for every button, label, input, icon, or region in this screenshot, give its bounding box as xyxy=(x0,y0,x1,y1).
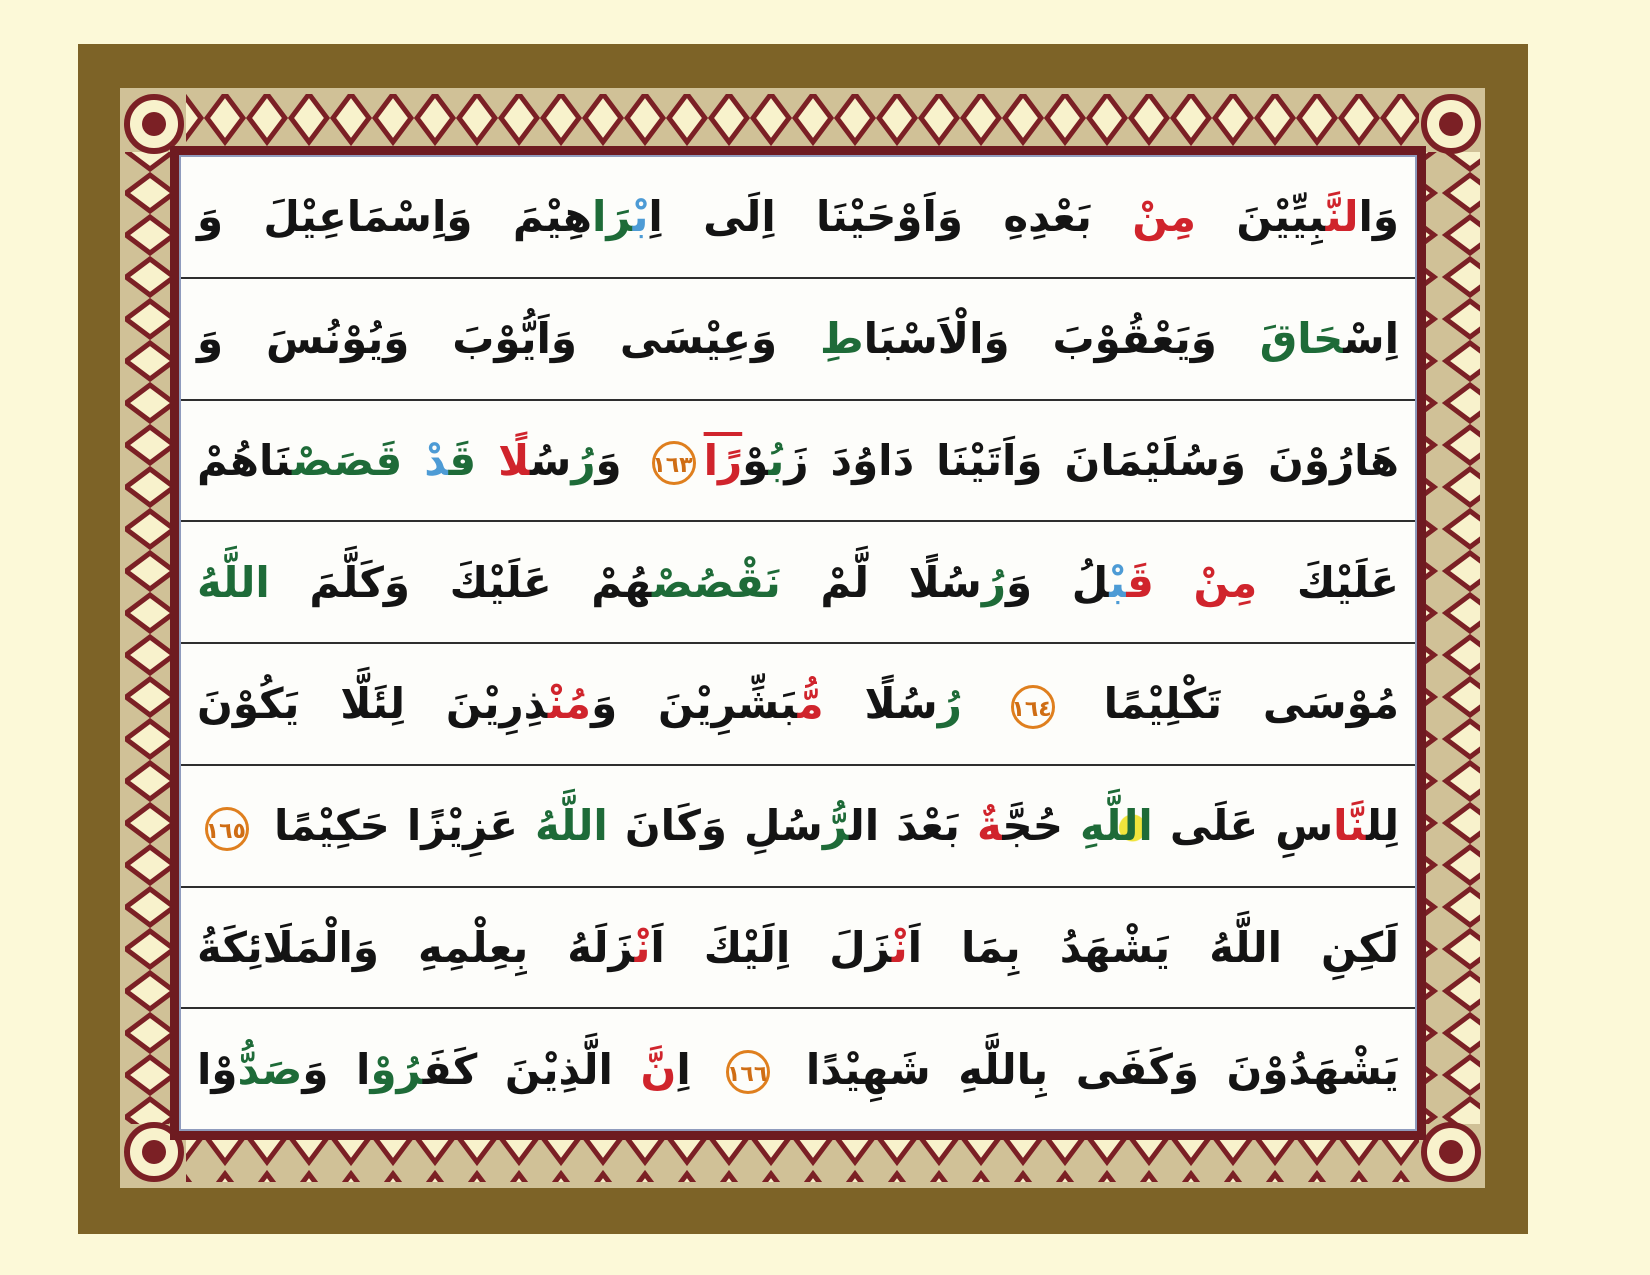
text-segment: قَ xyxy=(448,435,477,485)
text-segment: رَا xyxy=(592,192,633,242)
corner-medallion-icon xyxy=(1424,97,1478,151)
text-segment: سِ عَلَى xyxy=(1152,801,1334,851)
text-segment: نْ xyxy=(634,922,651,972)
text-segment: بَعْدِهِ وَاَوْحَيْنَا اِلَى اِ xyxy=(648,192,1133,242)
text-segment: اللَّهُ xyxy=(197,557,270,607)
text-segment: صَدُّ xyxy=(237,1044,303,1094)
text-segment: نْ xyxy=(891,922,908,972)
text-segment: قَصَصْ xyxy=(291,435,403,485)
text-segment: بْ xyxy=(632,192,649,242)
text-segment: بَشِّرِيْنَ وَ xyxy=(591,679,798,729)
text-segment: سُلًا لَّمْ xyxy=(780,557,982,607)
text-segment: هَارُوْنَ وَسُلَيْمَانَ وَاَتَيْنَا دَاوُدَ زَ xyxy=(784,435,1400,485)
text-segment: مِنْ xyxy=(1132,192,1197,242)
text-segment: رُّ xyxy=(822,801,849,851)
text-segment: وَعِيْسَى وَاَيُّوْبَ وَيُوْنُسَ وَ xyxy=(197,314,820,364)
text-segment: طِ xyxy=(819,314,864,364)
text-segment xyxy=(1154,558,1194,607)
text-segment: هِيْمَ وَاِسْمَاعِيْلَ وَ xyxy=(197,192,593,242)
text-segment: مُنْ xyxy=(547,679,592,729)
text-segment: نَقْصُصْ xyxy=(651,557,781,607)
text-segment: وَا xyxy=(1358,192,1400,242)
text-segment: وَ xyxy=(595,435,644,485)
quran-line-text xyxy=(197,428,1399,493)
text-segment: رُوْ xyxy=(370,1044,423,1094)
border-strip-right xyxy=(1422,152,1480,1124)
text-segment xyxy=(476,436,498,485)
text-segment: بْ xyxy=(1109,557,1127,607)
verse-marker: ١٦٥ xyxy=(205,807,249,851)
corner-medallion-icon xyxy=(1424,1125,1478,1179)
text-segment: ةٌ xyxy=(976,801,1003,851)
text-segment: مُوْسَى تَكْلِيْمًا xyxy=(1062,679,1399,729)
inner-blue-line xyxy=(179,155,1417,1131)
text-segment: عَزِيْزًا حَكِيْمًا xyxy=(257,801,535,851)
text-segment: اِ xyxy=(676,1044,719,1094)
text-segment: ذِرِيْنَ لِئَلَّا يَكُوْنَ xyxy=(197,679,548,729)
text-segment: رُ xyxy=(937,679,962,729)
text-segment: سُ xyxy=(530,435,572,485)
text-segment: عَلَيْكَ xyxy=(1257,557,1399,607)
text-segment: زَلَ اِلَيْكَ اَ xyxy=(650,922,892,972)
text-frame xyxy=(170,146,1426,1140)
text-segment: يَشْهَدُوْنَ وَكَفَى بِاللَّهِ شَهِيْدًا xyxy=(778,1044,1400,1094)
quran-line-text xyxy=(197,550,1399,615)
border-strip-top xyxy=(186,94,1419,152)
text-segment: رُ xyxy=(981,557,1007,607)
text-segment: بُ xyxy=(768,435,785,485)
quran-line xyxy=(181,766,1415,888)
text-segment: رُ xyxy=(571,435,596,485)
text-segment: هُمْ عَلَيْكَ وَكَلَّمَ xyxy=(269,557,652,607)
text-segment: رًا xyxy=(703,435,743,485)
text-segment: نَّا xyxy=(1333,801,1367,851)
text-segment: لُ وَ xyxy=(1006,557,1110,607)
verse-marker: ١٦٣ xyxy=(652,441,696,485)
text-segment: بَعْدَ ال xyxy=(848,801,977,851)
text-segment: بِيِّيْنَ xyxy=(1196,192,1326,242)
text-segment: حُجَّ xyxy=(1002,801,1080,851)
quran-line-text xyxy=(197,793,1399,858)
text-segment: اِسْ xyxy=(1343,314,1399,364)
quran-line xyxy=(181,157,1415,279)
quran-line-text xyxy=(197,915,1399,980)
text-segment: وْ xyxy=(742,435,769,485)
quran-text-area xyxy=(181,157,1415,1129)
text-segment: مِنْ xyxy=(1193,557,1258,607)
text-segment: اللَّهِ xyxy=(1080,801,1153,851)
text-segment: لنَّ xyxy=(1325,192,1359,242)
verse-marker: ١٦٤ xyxy=(1011,685,1055,729)
text-segment: نَاهُمْ xyxy=(197,435,292,485)
text-segment xyxy=(402,436,424,485)
text-segment: زَلَهُ بِعِلْمِهِ وَالْمَلَائِكَةُ xyxy=(197,922,635,972)
quran-line-text xyxy=(197,184,1399,249)
quran-line xyxy=(181,279,1415,401)
text-segment: قَ xyxy=(1126,557,1154,607)
quran-line xyxy=(181,522,1415,644)
text-segment: سُلًا xyxy=(823,679,938,729)
quran-line xyxy=(181,888,1415,1010)
text-segment: وَيَعْقُوْبَ وَالْاَسْبَا xyxy=(863,314,1260,364)
text-segment: نَّ xyxy=(640,1044,677,1094)
text-segment: حَاقَ xyxy=(1259,314,1344,364)
quran-line-text xyxy=(197,671,1399,736)
text-segment: اللَّهُ xyxy=(535,801,608,851)
quran-line-text xyxy=(197,1037,1399,1102)
text-segment xyxy=(962,679,1003,728)
text-segment: ا وَ xyxy=(302,1044,371,1094)
corner-medallion-icon xyxy=(127,97,181,151)
text-segment: مُّ xyxy=(797,679,824,729)
text-segment: الَّذِيْنَ كَفَ xyxy=(422,1044,641,1094)
quran-line xyxy=(181,1009,1415,1129)
text-segment: لَكِنِ اللَّهُ يَشْهَدُ بِمَا اَ xyxy=(907,922,1399,972)
text-segment: لًا xyxy=(498,435,530,485)
quran-line-text xyxy=(197,306,1399,371)
text-segment: وْا xyxy=(197,1044,238,1094)
quran-line xyxy=(181,644,1415,766)
text-segment: دْ xyxy=(424,435,449,485)
text-segment: لِل xyxy=(1366,801,1399,851)
text-segment: سُلِ وَكَانَ xyxy=(607,801,823,851)
quran-line xyxy=(181,401,1415,523)
verse-marker: ١٦٦ xyxy=(726,1050,770,1094)
